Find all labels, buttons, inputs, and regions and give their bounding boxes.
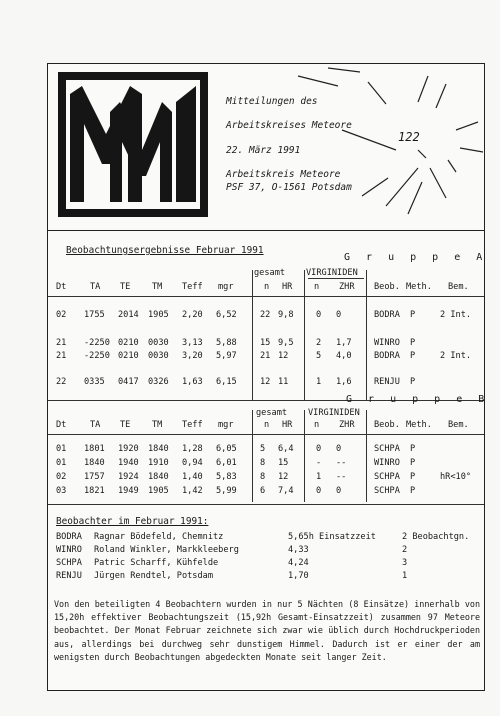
group-b-cell-mgr: 5,83 (216, 472, 237, 482)
col-meth: Meth. (406, 282, 432, 292)
group-a-cell-tm: 0326 (148, 377, 169, 387)
group-a-cell-dt: 21 (56, 351, 67, 361)
observer-count: 2 (402, 545, 408, 555)
group-a-cell-zhr: 4,0 (336, 351, 352, 361)
group-b-cell-beob: SCHPA (374, 486, 400, 496)
group-a-cell-te: 0417 (118, 377, 139, 387)
group-a-cell-n: 12 (260, 377, 271, 387)
group-b-cell-ta: 1757 (84, 472, 105, 482)
group-b-cell-meth: P (410, 444, 416, 454)
col-dt: Dt (56, 282, 67, 292)
group-b-cell-n: 6 (260, 486, 266, 496)
group-a-cell-hr: 12 (278, 351, 289, 361)
group-a-cell-dt: 21 (56, 338, 67, 348)
observer-count: 2 Beobachtgn. (402, 532, 470, 542)
group-a-cell-te: 2014 (118, 310, 139, 320)
group-b-cell-mgr: 5,99 (216, 486, 237, 496)
group-a-cell-hr: 9,8 (278, 310, 294, 320)
group-b-cell-meth: P (410, 472, 416, 482)
group-a-cell-meth: P (410, 351, 416, 361)
group-a-cell-mgr: 6,15 (216, 377, 237, 387)
group-a-cell-mgr: 5,88 (216, 338, 237, 348)
group-b-cell-vn: 0 (316, 444, 322, 454)
col-gesamt: gesamt (254, 268, 286, 278)
col-tm-b: TM (152, 420, 163, 430)
group-a-cell-meth: P (410, 377, 416, 387)
group-a-cell-vn: 2 (316, 338, 322, 348)
group-a-cell-teff: 2,20 (182, 310, 203, 320)
group-a-cell-teff: 1,63 (182, 377, 203, 387)
group-b-cell-tm: 1905 (148, 486, 169, 496)
group-b-cell-teff: 1,40 (182, 472, 203, 482)
observer-hours: 4,33 (288, 545, 309, 555)
col-mgr-b: mgr (218, 420, 234, 430)
group-b-cell-zhr: -- (336, 472, 347, 482)
col-hr-b: HR (282, 420, 293, 430)
table-a-vline-2 (304, 270, 305, 400)
observer-code: SCHPA (56, 558, 82, 568)
group-b-cell-tm: 1910 (148, 458, 169, 468)
observer-hours: 5,65h Einsatzzeit (288, 532, 376, 542)
group-a-cell-n: 21 (260, 351, 271, 361)
observer-name: Jürgen Rendtel, Potsdam (94, 571, 213, 581)
group-b-cell-mgr: 6,01 (216, 458, 237, 468)
col-virginiden: VIRGINIDEN (306, 268, 358, 278)
col-te-b: TE (120, 420, 131, 430)
group-b-cell-n: 8 (260, 472, 266, 482)
col-beob: Beob. (374, 282, 400, 292)
observers-title: Beobachter im Februar 1991: (56, 516, 209, 527)
group-a-cell-ta: -2250 (84, 338, 110, 348)
group-a-cell-zhr: 1,7 (336, 338, 352, 348)
group-a-cell-n: 15 (260, 338, 271, 348)
group-a-cell-mgr: 5,97 (216, 351, 237, 361)
group-b-cell-ta: 1801 (84, 444, 105, 454)
group-b-cell-te: 1949 (118, 486, 139, 496)
col-hr: HR (282, 282, 293, 292)
col-ta-b: TA (90, 420, 101, 430)
group-a-cell-hr: 9,5 (278, 338, 294, 348)
group-a-cell-zhr: 0 (336, 310, 342, 320)
group-a-cell-beob: WINRO (374, 338, 400, 348)
masthead (48, 64, 484, 231)
col-te: TE (120, 282, 131, 292)
group-b-cell-dt: 02 (56, 472, 67, 482)
group-b-cell-dt: 01 (56, 444, 67, 454)
observer-name: Roland Winkler, Markkleeberg (94, 545, 239, 555)
col-n-b: n (264, 420, 270, 430)
group-a-cell-meth: P (410, 338, 416, 348)
group-b-cell-zhr: 0 (336, 444, 342, 454)
group-a-cell-tm: 1905 (148, 310, 169, 320)
group-b-cell-n: 5 (260, 444, 266, 454)
col-virginiden-b: VIRGINIDEN (308, 408, 360, 418)
group-b-cell-te: 1924 (118, 472, 139, 482)
col-zhr: ZHR (339, 282, 355, 292)
group-b-cell-ta: 1840 (84, 458, 105, 468)
group-b-cell-tm: 1840 (148, 472, 169, 482)
group-a-cell-ta: -2250 (84, 351, 110, 361)
table-b-vline-3 (366, 410, 367, 502)
col-gesamt-b: gesamt (256, 408, 288, 418)
observer-code: WINRO (56, 545, 82, 555)
col-dt-b: Dt (56, 420, 67, 430)
group-a-cell-beob: RENJU (374, 377, 400, 387)
group-a-cell-beob: BODRA (374, 310, 400, 320)
table-a-rule (48, 296, 484, 297)
table-a-vline-3 (366, 270, 367, 400)
group-b-cell-vn: 0 (316, 486, 322, 496)
group-b-cell-teff: 1,42 (182, 486, 203, 496)
group-a-cell-te: 0210 (118, 351, 139, 361)
group-b-cell-te: 1940 (118, 458, 139, 468)
group-a-cell-bem: 2 Int. (440, 351, 472, 361)
header-date: 22. März 1991 (226, 145, 301, 156)
observer-code: RENJU (56, 571, 82, 581)
header-line-1: Mitteilungen des (226, 96, 318, 107)
observers-divider (48, 504, 484, 505)
header-line-4: Arbeitskreis Meteore (226, 169, 341, 180)
table-b-rule (48, 434, 484, 435)
col-bem-b: Bem. (448, 420, 469, 430)
group-b-cell-meth: P (410, 486, 416, 496)
group-a-cell-vn: 5 (316, 351, 322, 361)
observer-name: Ragnar Bödefeld, Chemnitz (94, 532, 224, 542)
col-vn-b: n (314, 420, 320, 430)
summary-paragraph: Von den beteiligten 4 Beobachtern wurden in nur 5 Nächten (8 Einsätze) innerhalb von 15,20h effektiver Beobachtungszeit (15,92h Gesamt-Einsatzzeit) zusammen 97 Meteore beobachtet. Der Monat Februar zeichnete sich zwar wie üblich durch Hochdruckperioden aus, allerdings bei durchweg sehr dunstigem Himmel. Dadurch ist er einer der am wenigsten durch Beobachtungen abgedeckten Monate seit langer Zeit. (54, 599, 480, 662)
group-b-label: G r u p p e B (346, 394, 490, 405)
observer-code: BODRA (56, 532, 82, 542)
group-a-cell-beob: BODRA (374, 351, 400, 361)
mm-logo (58, 72, 208, 217)
group-b-cell-te: 1920 (118, 444, 139, 454)
group-a-cell-te: 0210 (118, 338, 139, 348)
group-a-cell-teff: 3,20 (182, 351, 203, 361)
group-b-cell-beob: SCHPA (374, 472, 400, 482)
col-bem: Bem. (448, 282, 469, 292)
col-mgr: mgr (218, 282, 234, 292)
group-a-cell-dt: 02 (56, 310, 67, 320)
group-b-cell-hr: 6,4 (278, 444, 294, 454)
group-a-cell-ta: 0335 (84, 377, 105, 387)
table-a-vline-1 (252, 270, 253, 400)
group-a-cell-hr: 11 (278, 377, 289, 387)
col-ta: TA (90, 282, 101, 292)
col-tm: TM (152, 282, 163, 292)
group-b-cell-meth: P (410, 458, 416, 468)
group-a-cell-ta: 1755 (84, 310, 105, 320)
observer-name: Patric Scharff, Kühfelde (94, 558, 219, 568)
observer-hours: 4,24 (288, 558, 309, 568)
issue-number: 122 (398, 130, 420, 144)
group-a-cell-n: 22 (260, 310, 271, 320)
meteor-rays-graphic (278, 64, 484, 230)
table-b-vline-1 (252, 410, 253, 502)
observer-count: 3 (402, 558, 408, 568)
col-zhr-b: ZHR (339, 420, 355, 430)
page-frame (47, 63, 490, 691)
group-b-cell-vn: - (316, 458, 322, 468)
section-title: Beobachtungsergebnisse Februar 1991 (66, 245, 264, 256)
col-teff: Teff (182, 282, 203, 292)
group-b-cell-ta: 1821 (84, 486, 105, 496)
header-address: PSF 37, O-1561 Potsdam (226, 182, 352, 193)
group-b-cell-n: 8 (260, 458, 266, 468)
col-beob-b: Beob. (374, 420, 400, 430)
col-teff-b: Teff (182, 420, 203, 430)
group-b-cell-hr: 15 (278, 458, 289, 468)
observer-hours: 1,70 (288, 571, 309, 581)
group-a-cell-bem: 2 Int. (440, 310, 472, 320)
group-b-cell-vn: 1 (316, 472, 322, 482)
group-a-cell-mgr: 6,52 (216, 310, 237, 320)
group-a-cell-vn: 0 (316, 310, 322, 320)
group-b-cell-beob: SCHPA (374, 444, 400, 454)
group-b-cell-mgr: 6,05 (216, 444, 237, 454)
col-meth-b: Meth. (406, 420, 432, 430)
group-b-cell-beob: WINRO (374, 458, 400, 468)
group-a-cell-tm: 0030 (148, 338, 169, 348)
group-b-cell-dt: 03 (56, 486, 67, 496)
group-a-cell-vn: 1 (316, 377, 322, 387)
group-b-cell-hr: 7,4 (278, 486, 294, 496)
group-b-cell-teff: 0,94 (182, 458, 203, 468)
col-vn: n (314, 282, 320, 292)
group-a-cell-meth: P (410, 310, 416, 320)
group-a-cell-dt: 22 (56, 377, 67, 387)
group-b-cell-tm: 1840 (148, 444, 169, 454)
group-b-cell-hr: 12 (278, 472, 289, 482)
group-b-cell-bem: hR<10° (440, 472, 472, 482)
table-b-vline-2 (304, 410, 305, 502)
group-b-cell-zhr: 0 (336, 486, 342, 496)
group-a-cell-teff: 3,13 (182, 338, 203, 348)
group-b-cell-dt: 01 (56, 458, 67, 468)
observer-count: 1 (402, 571, 408, 581)
header-line-2: Arbeitskreises Meteore (226, 120, 352, 131)
virginiden-rule (308, 278, 364, 279)
group-a-cell-tm: 0030 (148, 351, 169, 361)
group-a-cell-zhr: 1,6 (336, 377, 352, 387)
group-b-cell-zhr: -- (336, 458, 347, 468)
col-n: n (264, 282, 270, 292)
group-a-label: G r u p p e A (344, 252, 488, 263)
group-b-cell-teff: 1,28 (182, 444, 203, 454)
